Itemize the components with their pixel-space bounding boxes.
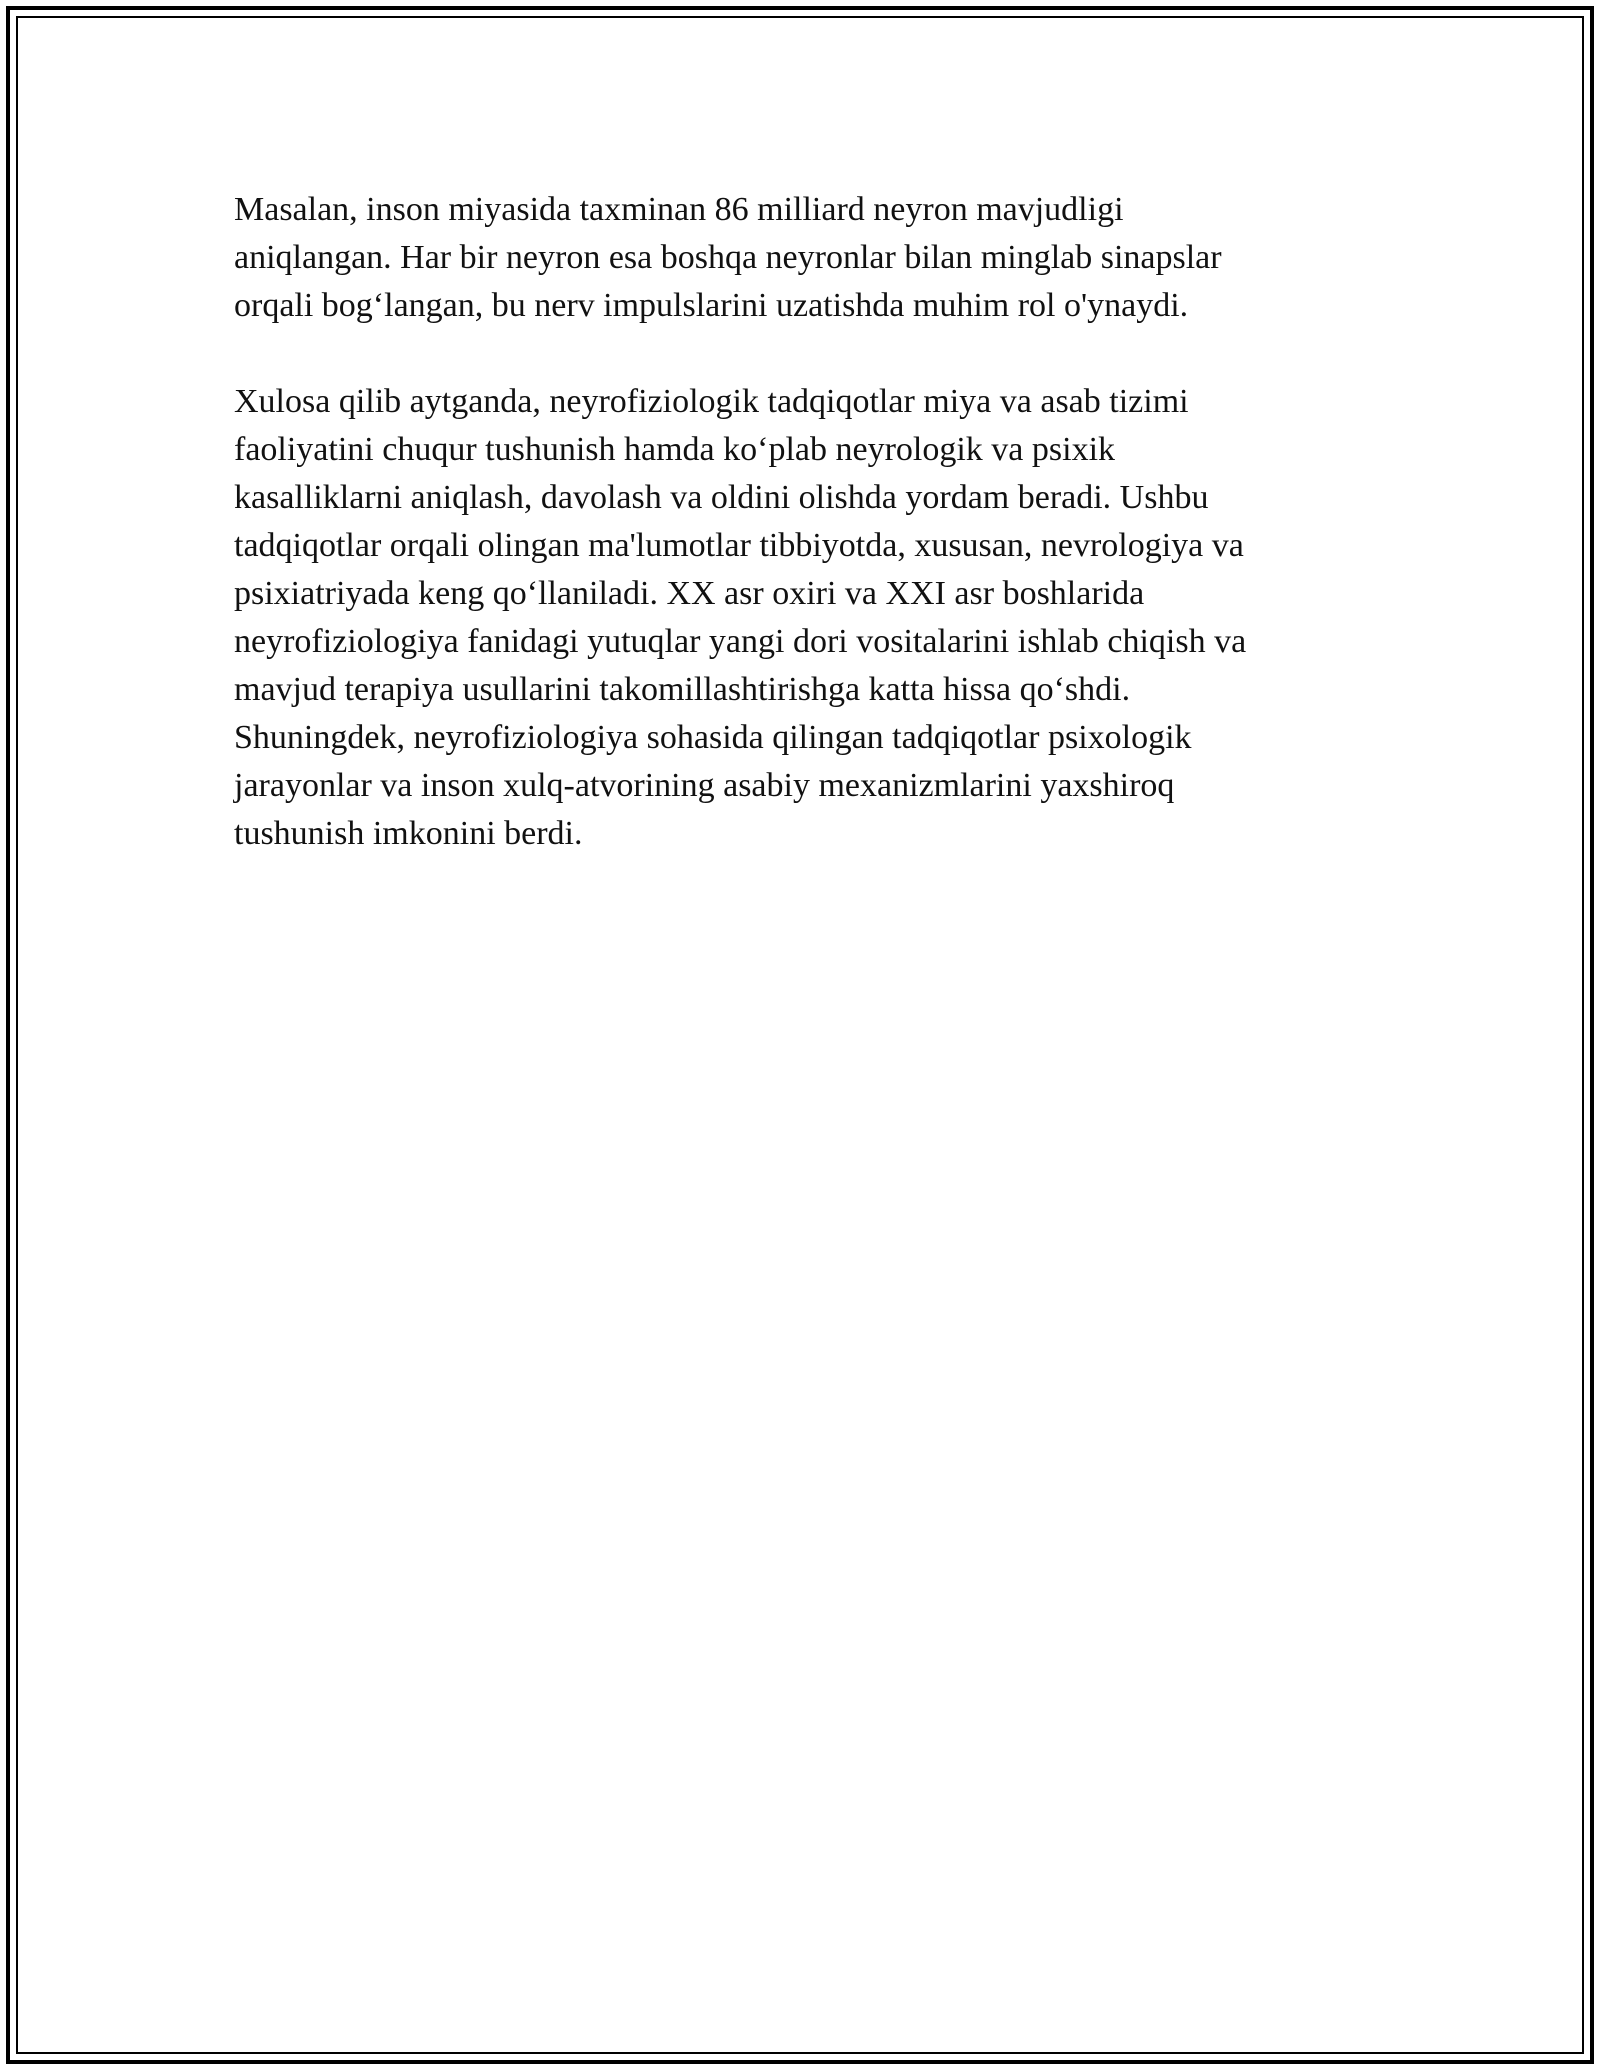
paragraph-line: faoliyatini chuqur tushunish hamda ko‘plab neyrologik va psixik	[234, 431, 1116, 468]
paragraph-line: orqali bog‘langan, bu nerv impulslarini uzatishda muhim rol o'ynaydi.	[234, 287, 1189, 324]
paragraph-line: kasalliklarni aniqlash, davolash va oldini olishda yordam beradi. Ushbu	[234, 479, 1209, 516]
paragraph-line: tadqiqotlar orqali olingan ma'lumotlar tibbiyotda, xususan, nevrologiya va	[234, 527, 1244, 564]
paragraph-1	[234, 186, 1354, 330]
paragraph-line: jarayonlar va inson xulq-atvorining asabiy mexanizmlarini yaxshiroq	[234, 767, 1175, 804]
paragraph-line: Masalan, inson miyasida taxminan 86 milliard neyron mavjudligi	[234, 191, 1124, 228]
paragraph-line: Xulosa qilib aytganda, neyrofiziologik tadqiqotlar miya va asab tizimi	[234, 383, 1189, 420]
paragraph-2	[234, 378, 1354, 858]
paragraph-line: psixiatriyada keng qo‘llaniladi. XX asr oxiri va XXI asr boshlarida	[234, 575, 1145, 612]
paragraph-line: aniqlangan. Har bir neyron esa boshqa neyronlar bilan minglab sinapslar	[234, 239, 1222, 276]
paragraph-line: Shuningdek, neyrofiziologiya sohasida qilingan tadqiqotlar psixologik	[234, 719, 1192, 756]
paragraph-line: neyrofiziologiya fanidagi yutuqlar yangi dori vositalarini ishlab chiqish va	[234, 623, 1247, 660]
paragraph-line: mavjud terapiya usullarini takomillashtirishga katta hissa qo‘shdi.	[234, 671, 1131, 708]
document-body	[234, 186, 1354, 906]
paragraph-line: tushunish imkonini berdi.	[234, 815, 583, 852]
